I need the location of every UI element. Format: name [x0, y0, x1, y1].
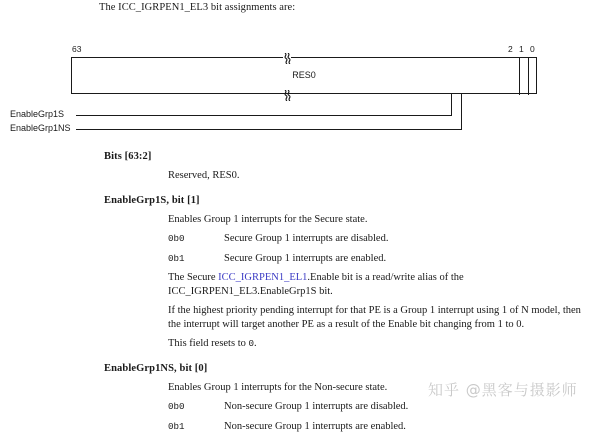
break-squiggle-top-icon: [281, 51, 293, 62]
bit-label-1: 1: [519, 44, 524, 54]
value-description: Non-secure Group 1 interrupts are enabled.: [224, 420, 600, 433]
break-squiggle-bottom-icon: [281, 88, 293, 99]
reserved-suffix: .: [237, 170, 240, 181]
res0-label: RES0: [72, 69, 536, 81]
value-description: Secure Group 1 interrupts are disabled.: [224, 232, 600, 246]
bit-label-2: 2: [508, 44, 513, 54]
field-descriptions: [0, 150, 600, 433]
value-description: Non-secure Group 1 interrupts are disabled.: [224, 400, 600, 414]
link-icc-igrpen1-el1[interactable]: ICC_IGRPEN1_EL1: [218, 272, 307, 283]
callout-leader-vertical-enablegrp1ns: [461, 94, 462, 130]
alias-prefix: The Secure: [168, 272, 218, 283]
value-code: 0b1: [168, 420, 224, 433]
register-box: [71, 57, 537, 94]
intro-sentence: The ICC_IGRPEN1_EL3 bit assignments are:: [99, 1, 295, 15]
field-heading-enablegrp1s: EnableGrp1S, bit [1]: [104, 194, 600, 207]
field-summary-enablegrp1s: Enables Group 1 interrupts for the Secure state.: [168, 213, 588, 227]
field-alias-note-enablegrp1s: [168, 271, 588, 298]
callout-leader-vertical-enablegrp1s: [451, 94, 452, 116]
field-behaviour-note-enablegrp1s: If the highest priority pending interrupt for that PE is a Group 1 interrupt using 1 of N model, then the interrupt will target another PE as a result of the Enable bit changing from 1 to 0.: [168, 304, 588, 331]
bit-label-0: 0: [530, 44, 535, 54]
alias-suffix: .Enable bit is a read/write alias of the ICC_IGRPEN1_EL3.EnableGrp1S bit.: [168, 272, 464, 297]
field-heading-bits-63-2: Bits [63:2]: [104, 150, 600, 163]
value-row-enablegrp1s-0b0: [168, 232, 600, 246]
callout-label-enablegrp1s: EnableGrp1S: [10, 109, 64, 120]
field-reset-note-enablegrp1s: [168, 337, 588, 351]
bit-field-diagram: [0, 38, 600, 138]
value-code: 0b1: [168, 252, 224, 266]
bit-cell-divider-1: [519, 58, 520, 95]
bit-label-63: 63: [72, 44, 81, 54]
reserved-res0-label: RES0: [212, 170, 237, 181]
callout-label-enablegrp1ns: EnableGrp1NS: [10, 123, 71, 134]
value-code: 0b0: [168, 232, 224, 246]
callout-leader-horizontal-enablegrp1s: [76, 115, 452, 116]
reset-suffix: .: [254, 338, 257, 349]
reset-prefix: This field resets to: [168, 338, 248, 349]
value-row-enablegrp1s-0b1: [168, 252, 600, 266]
zhihu-watermark: 知乎 @黑客与摄影师: [428, 381, 578, 399]
value-description: Secure Group 1 interrupts are enabled.: [224, 252, 600, 266]
field-heading-enablegrp1ns: EnableGrp1NS, bit [0]: [104, 362, 600, 375]
reset-value: 0: [248, 338, 254, 349]
field-summary-enablegrp1ns: Enables Group 1 interrupts for the Non-secure state.: [168, 381, 588, 395]
field-body-bits-63-2: [168, 169, 588, 183]
value-row-enablegrp1ns-0b0: [168, 400, 600, 414]
bit-cell-divider-0: [528, 58, 529, 95]
callout-leader-horizontal-enablegrp1ns: [76, 129, 462, 130]
value-code: 0b0: [168, 400, 224, 414]
value-row-enablegrp1ns-0b1: [168, 420, 600, 433]
reserved-prefix: Reserved,: [168, 170, 212, 181]
